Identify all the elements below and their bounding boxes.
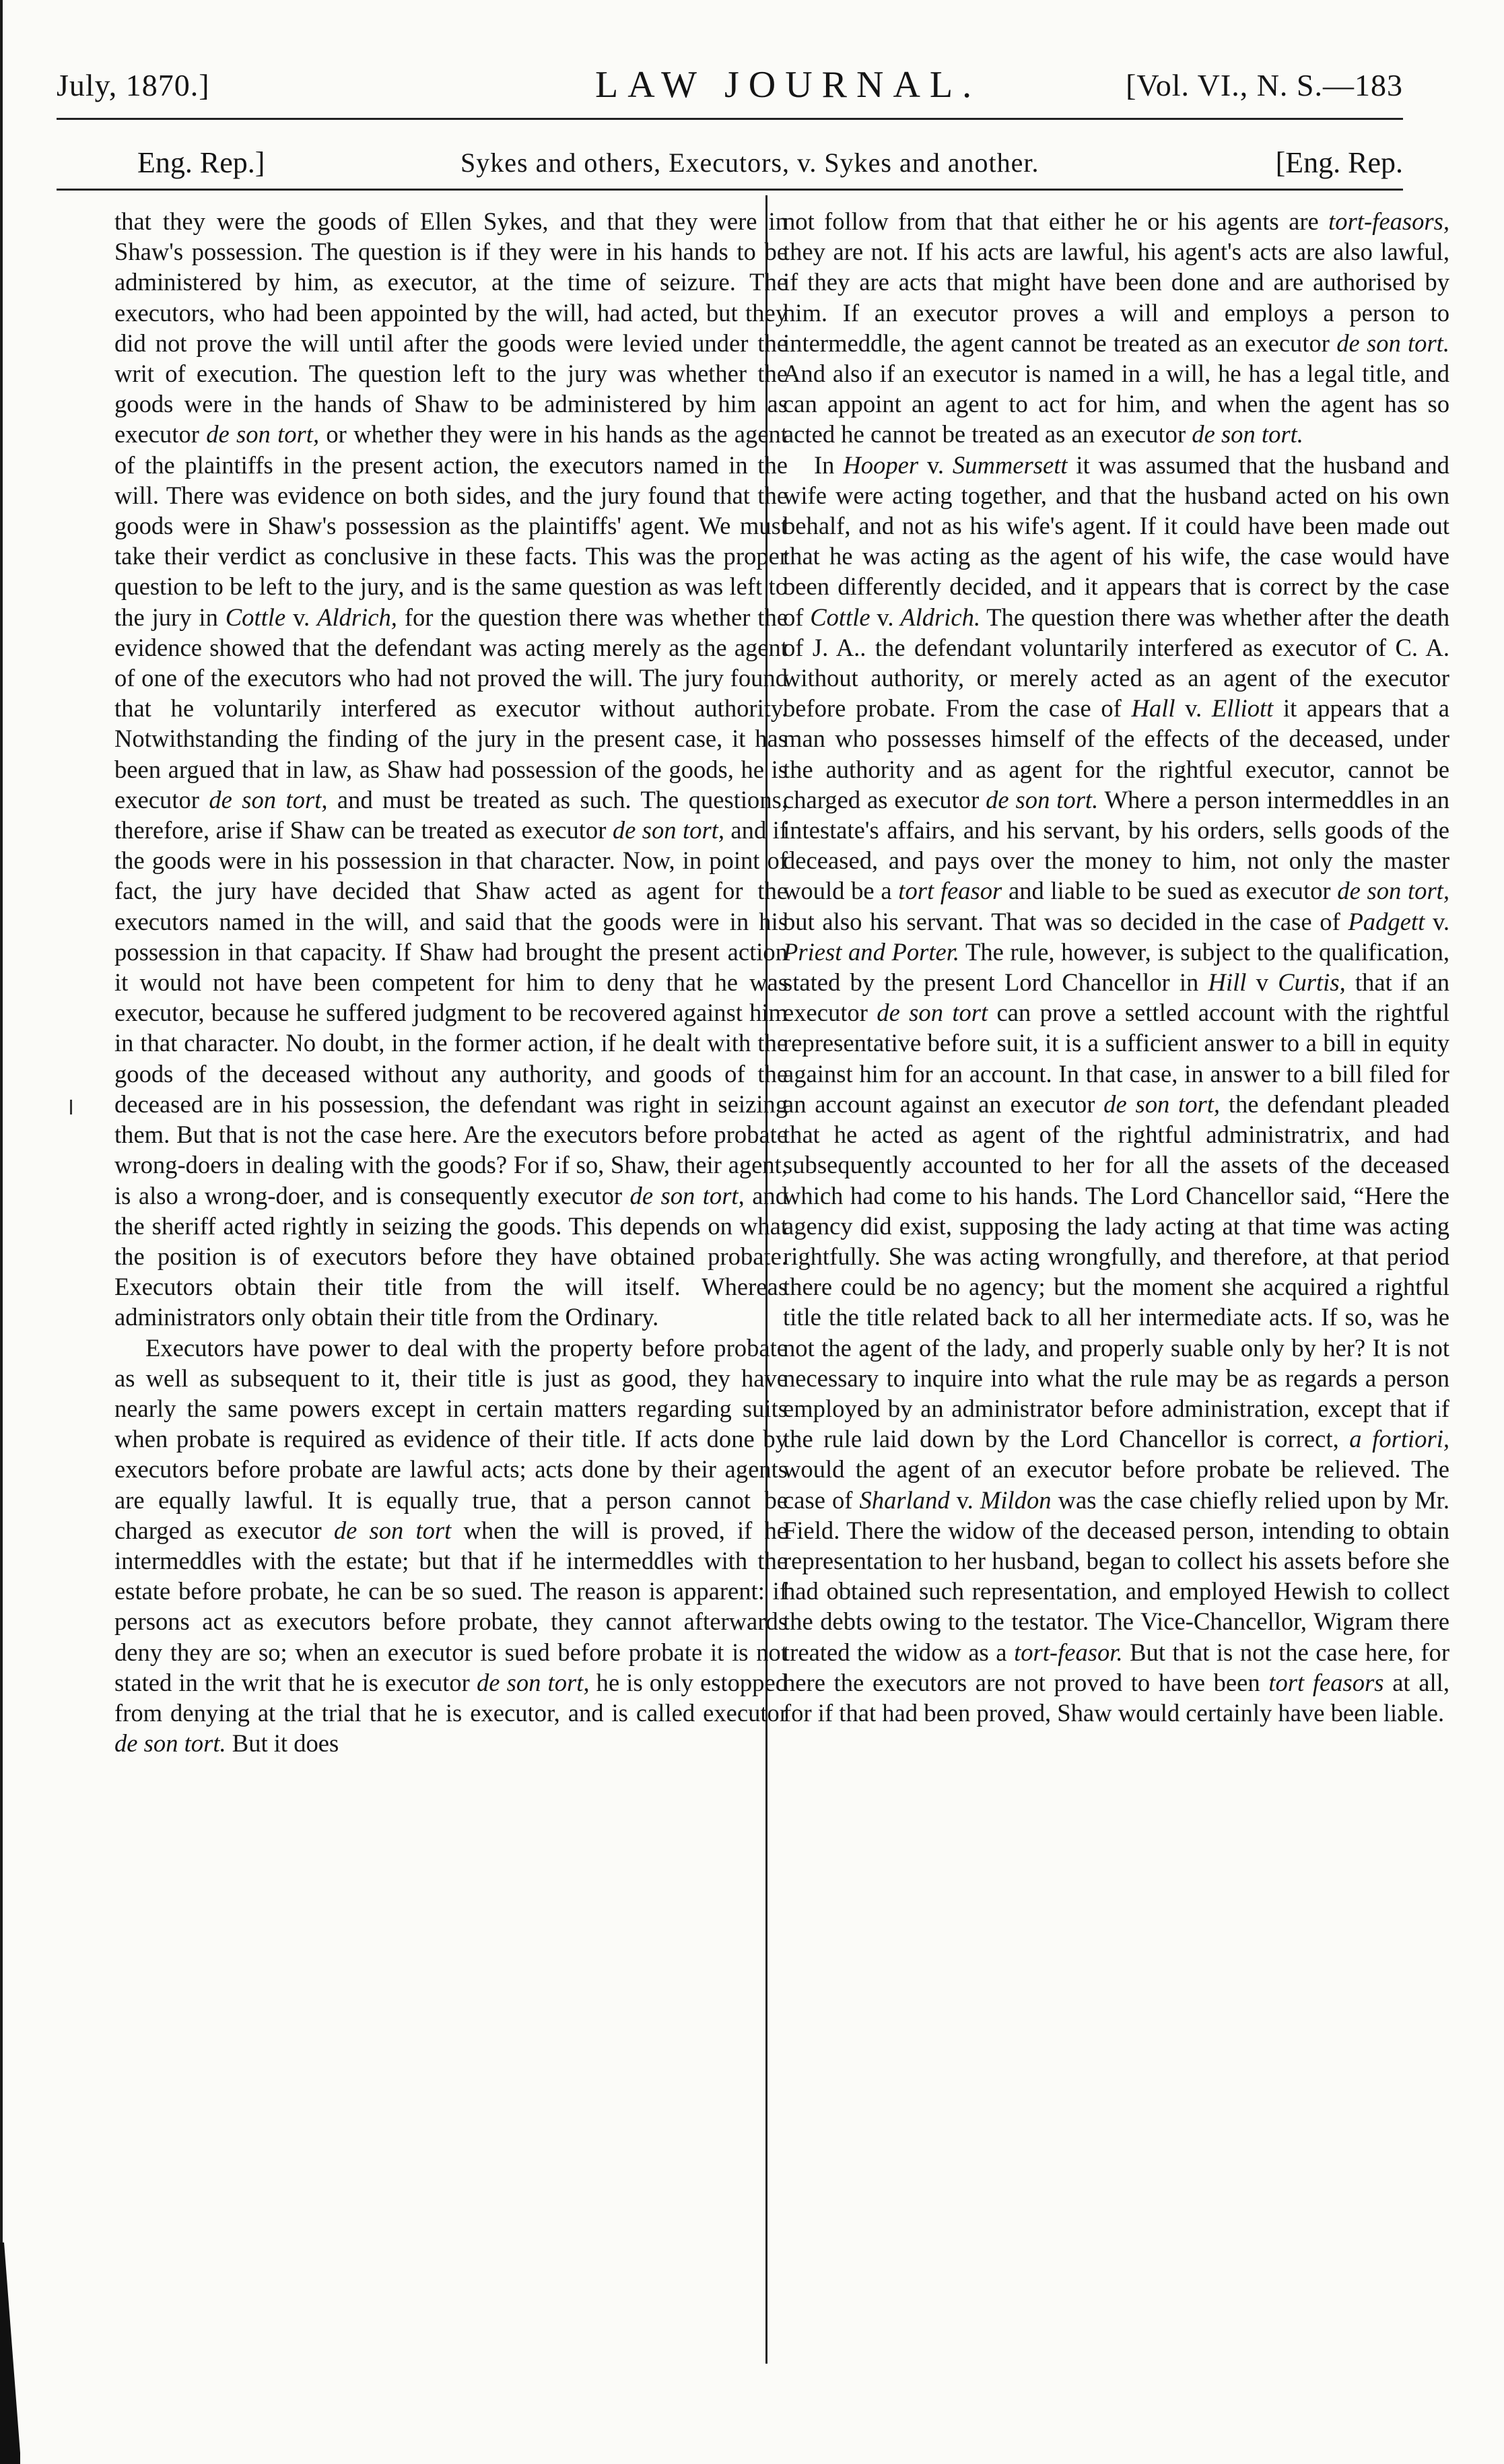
margin-mark [70,1100,72,1114]
left-column [114,206,788,2388]
right-column [783,206,1449,2388]
paragraph: In Hooper v. Summersett it was assumed that the husband and wife were acting together, and that the husband acted on his own behalf, and not as his wife's agent. If it could have been made out that he was acting as the agent of his wife, the case would have been differently decided, and it appears that is correct by the case of Cottle v. Aldrich. The question there was whether after the death of J. A.. the defendant voluntarily interfered as executor of C. A. without authority, or merely acted as an agent of the executor before probate. From the case of Hall v. Elliott it appears that a man who possesses himself of the effects of the deceased, under the authority and as agent for the rightful executor, cannot be charged as executor de son tort. Where a person intermeddles in an intestate's affairs, and his servant, by his orders, sells goods of the deceased, and pays over the money to him, not only the master would be a tort feasor and liable to be sued as executor de son tort, but also his servant. That was so decided in the case of Padgett v. Priest and Porter. The rule, however, is subject to the qualification, stated by the present Lord Chancellor in Hill v Curtis, that if an executor de son tort can prove a settled account with the rightful representative before suit, it is a sufficient answer to a bill in equity against him for an account. In that case, in answer to a bill filed for an account against an executor de son tort, the defendant pleaded that he acted as agent of the rightful administratrix, and had subsequently accounted to her for all the assets of the deceased which had come to his hands. The Lord Chancellor said, “Here the agency did exist, supposing the lady acting at that time was acting rightfully. She was acting wrongfully, and therefore, at that period there could be no agency; but the moment she acquired a rightful title the title related back to all her intermediate acts. If so, was he not the agent of the lady, and properly suable only by her? It is not necessary to inquire into what the rule may be as regards a person employed by an administrator before administration, except that if the rule laid down by the Lord Chancellor is correct, a fortiori, would the agent of an executor before probate be relieved. The case of Sharland v. Mildon was the case chiefly relied upon by Mr. Field. There the widow of the deceased person, intending to obtain representation to her husband, began to collect his assets before she had obtained such representation, and employed Hewish to collect the debts owing to the testator. The Vice-Chancellor, Wigram there treated the widow as a tort-feasor. But that is not the case here, for here the executors are not proved to have been tort feasors at all, for if that had been proved, Shaw would certainly have been liable. [783,451,1449,1727]
running-head [57,47,1403,108]
subheader-rule [57,189,1403,191]
volume-page: [Vol. VI., N. S.—183 [1126,68,1403,102]
paragraph: not follow from that that either he or his agents are tort-feasors, they are not. If his acts are lawful, his agent's acts are also lawful, if they are acts that might have been done and are authorised by him. If an executor proves a will and employs a person to intermeddle, the agent cannot be treated as an executor de son tort. And also if an executor is named in a will, he has a legal title, and can appoint an agent to act for him, and when the agent has so acted he cannot be treated as an executor de son tort. [783,207,1449,448]
header-rule [57,118,1403,120]
journal-title: LAW JOURNAL. [595,64,982,106]
case-header [57,135,1403,182]
paragraph: Executors have power to deal with the property before probate as well as subsequent to it, their title is just as good, they have nearly the same powers except in certain matters regarding suits when probate is required as evidence of their title. If acts done by executors before probate are lawful acts; acts done by their agents are equally lawful. It is equally true, that a person cannot be charged as executor de son tort when the will is proved, if he intermeddles with the estate; but that if he intermeddles with the estate before probate, he can be so sued. The reason is apparent: if persons act as executors before probate, they cannot afterwards deny they are so; when an executor is sued before probate it is not stated in the writ that he is executor de son tort, he is only estopped from denying at the trial that he is executor, and is called executor de son tort. But it does [114,1333,788,1758]
report-tag-right: [Eng. Rep. [1275,146,1403,179]
case-title: Sykes and others, Executors, v. Sykes and another. [460,147,1039,178]
page-edge-shadow [0,0,9,2464]
paragraph: that they were the goods of Ellen Sykes, and that they were in Shaw's possession. The question is if they were in his hands to be administered by him, as executor, at the time of seizure. The executors, who had been appointed by the will, had acted, but they did not prove the will until after the goods were levied under the writ of execution. The question left to the jury was whether the goods were in the hands of Shaw to be administered by him as executor de son tort, or whether they were in his hands as the agent of the plaintiffs in the present action, the executors named in the will. There was evidence on both sides, and the jury found that the goods were in Shaw's possession as the plaintiffs' agent. We must take their verdict as conclusive in these facts. This was the proper question to be left to the jury, and is the same question as was left to the jury in Cottle v. Aldrich, for the question there was whether the evidence showed that the defendant was acting merely as the agent of one of the executors who had not proved the will. The jury found that he voluntarily interfered as executor without authority. Notwithstanding the finding of the jury in the present case, it has been argued that in law, as Shaw had possession of the goods, he is executor de son tort, and must be treated as such. The questions, therefore, arise if Shaw can be treated as executor de son tort, and if the goods were in his possession in that character. Now, in point of fact, the jury have decided that Shaw acted as agent for the executors named in the will, and said that the goods were in his possession in that capacity. If Shaw had brought the present action it would not have been competent for him to deny that he was executor, because he suffered judgment to be recovered against him in that character. No doubt, in the former action, if he dealt with the goods of the deceased without any authority, and goods of the deceased are in his possession, the defendant was right in seizing them. But that is not the case here. Are the executors before probate wrong-doers in dealing with the goods? For if so, Shaw, their agent, is also a wrong-doer, and is consequently executor de son tort, and the sheriff acted rightly in seizing the goods. This depends on what the position is of executors before they have obtained probate. Executors obtain their title from the will itself. Whereas administrators only obtain their title from the Ordinary. [114,207,788,1331]
page-corner-shadow [0,2242,20,2464]
report-tag-left: Eng. Rep.] [137,146,265,179]
issue-date: July, 1870.] [57,68,210,102]
